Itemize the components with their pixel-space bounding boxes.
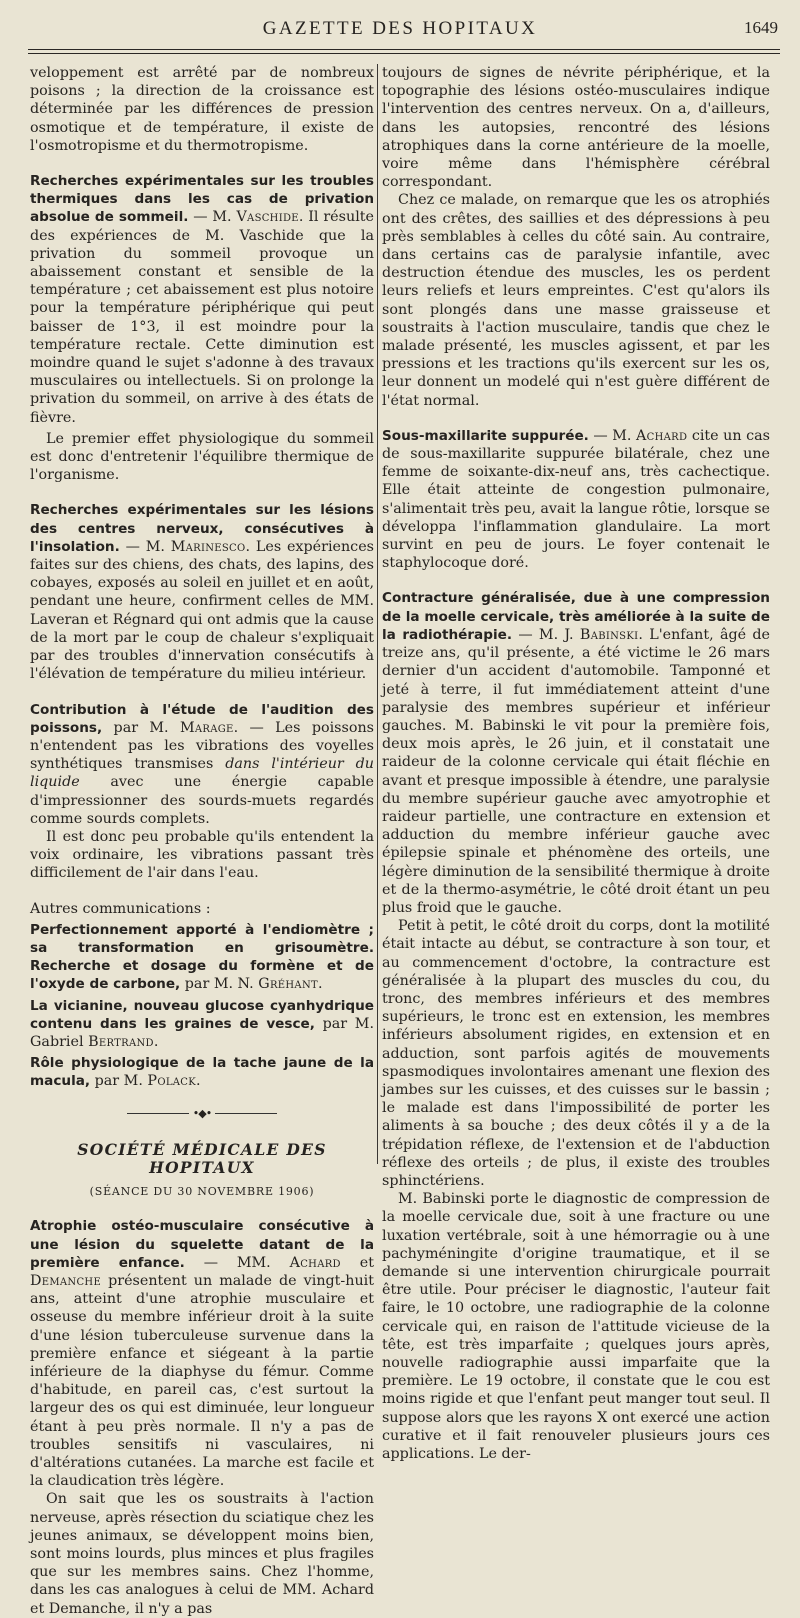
session-date: (SÉANCE DU 30 NOVEMBRE 1906) (89, 1185, 315, 1199)
journal-title: GAZETTE DES HOPITAUX (262, 18, 538, 39)
paragraph: Il est donc peu probable qu'ils entendent la voix ordinaire, les vibrations passant très difficilement de l'air dans l'eau. (30, 828, 374, 882)
ornament-icon: •◆• (192, 1106, 212, 1120)
paragraph: Le premier effet physiologique du sommeil est donc d'entretenir l'équilibre thermique de l'organisme. (30, 430, 374, 484)
article-title: Atrophie ostéo-musculaire consécutive à une lésion du squelette datant de la première enfance. (30, 1218, 374, 1271)
paragraph: M. Babinski porte le diagnostic de compression de la moelle cervicale due, soit à une fracture ou une luxation vertébrale, soit à une hémorragie ou à une pachyméningite d'origine traumatique, et il se demande si une intervention chirurgicale pourrait être utile. Pour préciser le diagnostic, l'auteur fait faire, le 10 octobre, une radiographie de la colonne cervicale qui, en raison de l'attitude vicieuse de la tête, est très imparfaite ; quelques jours après, nouvelle radiographie aussi imparfaite que la première. Le 19 octobre, il constate que le cou est moins rigide et que l'enfant peut manger tout seul. Il suppose alors que les rayons X ont exercé une action curative et il fait renouveler plusieurs jours ces applications. Le der- (382, 1191, 770, 1463)
paragraph: Chez ce malade, on remarque que les os atrophiés ont des crêtes, des saillies et des dépressions à peu près semblables à celles du côté sain. Au contraire, dans certains cas de paralysie infantile, avec destruction étendue des muscles, les os perdent leurs reliefs et leurs empreintes. C'est qu'alors ils sont plongés dans une masse graisseuse et soustraits à l'action musculaire, tandis que chez le malade présenté, les muscles agissent, et par les pressions et les tractions qu'ils exercent sur les os, leur donnent un modelé qui n'est guère différent de l'état normal. (382, 192, 770, 409)
communication-item: La vicianine, nouveau glucose cyanhydrique contenu dans les graines de vesce, par M. Gabriel Bertrand. (30, 997, 374, 1050)
continued-paragraph: veloppement est arrêté par de nombreux poisons ; la direction de la croissance est déterminée par les différences de pression osmotique et de température, il existe de l'osmotropisme et du thermotropisme. (30, 65, 374, 154)
page-number: 1649 (744, 18, 778, 37)
article-title: Recherches expérimentales sur les troubles thermiques dans les cas de privation absolue de sommeil. (30, 173, 374, 226)
author-name: Bertrand (88, 1033, 154, 1050)
communication-item: Rôle physiologique de la tache jaune de la macula, par M. Polack. (30, 1055, 374, 1090)
author-name: Marinesco (170, 538, 246, 555)
author-name: Gréhant (258, 976, 318, 993)
section-divider (30, 1105, 374, 1123)
article-title: Contribution à l'étude de l'audition des poissons, (30, 701, 374, 736)
author-name: Vaschide (236, 209, 299, 226)
article-title: Perfectionnement apporté à l'endiomètre ; sa transformation en grisoumètre. Recherche et dosage du formène et de l'oxyde de carbone, (30, 921, 374, 993)
other-communications-label: Autres communications : (30, 900, 211, 917)
header-rule (28, 49, 780, 50)
article-fish-hearing: Contribution à l'étude de l'audition des poissons, par M. Marage. — Les poissons n'entendent pas les vibrations des voyelles synthétiques transmises dans l'intérieur du liquide avec une énergie capable d'impressionner des sourds-muets regardés comme sourds complets. (30, 701, 374, 827)
article-title: Contracture généralisée, due à une compression de la moelle cervicale, très améliorée à la suite de la radiothérapie. (382, 590, 770, 643)
continued-paragraph: toujours de signes de névrite périphérique, et la topographie des lésions ostéo-musculaires indique l'intervention des centres nerveux. On a, d'ailleurs, dans les autopsies, rencontré des lésions atrophiques dans la corne antérieure de la moelle, voire même dans l'hémisphère cérébral correspondant. (382, 65, 770, 191)
page-header (0, 0, 800, 60)
article-osteo-atrophy: Atrophie ostéo-musculaire consécutive à une lésion du squelette datant de la première enfance. — MM. Achard et Demanche présentent un malade de vingt-huit ans, atteint d'une atrophie musculaire et osseuse du membre inférieur droit à la suite d'une lésion tuberculeuse survenue dans la première enfance et siégeant à la partie inférieure de la diaphyse du fémur. Comme d'habitude, en pareil cas, c'est surtout la largeur des os qui est diminuée, leur longueur étant à peu près normale. Il n'y a pas de troubles sensitifs ni vasculaires, ni d'altérations cutanées. La marche est facile et la claudication très légère. (30, 1218, 374, 1490)
author-name: Achard (636, 427, 688, 444)
article-title: Sous-maxillarite suppurée. (382, 427, 589, 444)
article-title: La vicianine, nouveau glucose cyanhydrique contenu dans les graines de vesce, (30, 997, 374, 1032)
article-submaxillaritis: Sous-maxillarite suppurée. — M. Achard cite un cas de sous-maxillarite suppurée bilatérale, chez une femme de soixante-dix-neuf ans, très cachectique. Elle était atteinte de congestion pulmonaire, s'alimentait très peu, avait la langue rôtie, lorsque se développa l'inflammation glandulaire. La mort survint en peu de jours. Le foyer contenait le staphylocoque doré. (382, 427, 771, 572)
author-name: Marage (179, 719, 234, 736)
article-insolation: Recherches expérimentales sur les lésions des centres nerveux, consécutives à l'insolation. — M. Marinesco. Les expériences faites sur des chiens, des chats, des lapins, des cobayes, exposés au soleil en juillet et en août, pendant une heure, confirment celles de MM. Laveran et Régnard qui ont admis que la cause de la mort par le coup de chaleur s'expliquait par des troubles d'innervation consécutifs à l'élévation de température du milieu intérieur. (30, 502, 374, 683)
society-heading: SOCIÉTÉ MÉDICALE DES HOPITAUX (77, 1139, 327, 1177)
author-name: Babinski (579, 626, 639, 643)
article-title: Rôle physiologique de la tache jaune de la macula, (30, 1055, 374, 1090)
communication-item: Perfectionnement apporté à l'endiomètre ; sa transformation en grisoumètre. Recherche et dosage du formène et de l'oxyde de carbone, par M. N. Gréhant. (30, 921, 374, 993)
author-name: Polack (147, 1073, 197, 1090)
article-sleep-deprivation: Recherches expérimentales sur les troubles thermiques dans les cas de privation absolue de sommeil. — M. Vaschide. Il résulte des expériences de M. Vaschide que la privation du sommeil provoque un abaissement constant et sensible de la température ; cet abaissement est plus notoire pour la température périphérique qui peut baisser de 1°3, il est moindre pour la température rectale. Cette diminution est moindre quand le sujet s'adonne à des travaux musculaires ou intellectuels. Si on prolonge la privation du sommeil, on arrive à des états de fièvre. (30, 173, 374, 426)
column-divider (377, 64, 378, 1164)
left-column (30, 64, 374, 1618)
paragraph: On sait que les os soustraits à l'action nerveuse, après résection du sciatique chez les jeunes animaux, se développent moins bien, sont moins lourds, plus minces et plus fragiles que sur les membres sains. Chez l'homme, dans les cas analogues à celui de MM. Achard et Demanche, il n'y a pas (30, 1491, 374, 1617)
header-rule-thin (28, 53, 780, 54)
paragraph: Petit à petit, le côté droit du corps, dont la motilité était intacte au début, se contracture à son tour, et au commencement d'octobre, la contracture est généralisée à la plupart des muscles du cou, du tronc, des membres inférieurs et des membres supérieurs, le tronc est en extension, les membres inférieurs absolument rigides, en extension et en adduction, sont parfois agités de mouvements spasmodiques involontaires amenant une flexion des jambes sur les cuisses, et des cuisses sur le bassin ; le malade est dans l'impossibilité de porter les aliments à sa bouche ; des deux côtés il y a de la trépidation réflexe, de l'extension et de l'abduction réflexe des orteils ; de plus, il existe des troubles sphinctériens. (382, 918, 770, 1189)
author-name: Demanche (30, 1272, 102, 1289)
author-name: Achard (289, 1254, 341, 1271)
right-column (382, 64, 770, 1463)
article-contracture: Contracture généralisée, due à une compression de la moelle cervicale, très améliorée à la suite de la radiothérapie. — M. J. Babinski. L'enfant, âgé de treize ans, qu'il présente, a été victime le 26 mars dernier d'un accident d'automobile. Tamponné et jeté à terre, il fut immédiatement atteint d'une paralysie des membres supérieur et inférieur gauches. M. Babinski le vit pour la première fois, deux mois après, le 26 juin, et il constatait une raideur de la colonne cervicale qui était fléchie en avant et presque impossible à étendre, une paralysie du membre supérieur gauche avec amyotrophie et raideur partielle, une contracture en extension et adduction du membre inférieur gauche avec épilepsie spinale et phénomène des orteils, une légère diminution de la sensibilité thermique à droite et de la thermo-asymétrie, le côté droit étant un peu plus froid que le gauche. (382, 590, 771, 916)
article-title: Recherches expérimentales sur les lésions des centres nerveux, consécutives à l'insolation. (30, 502, 374, 555)
